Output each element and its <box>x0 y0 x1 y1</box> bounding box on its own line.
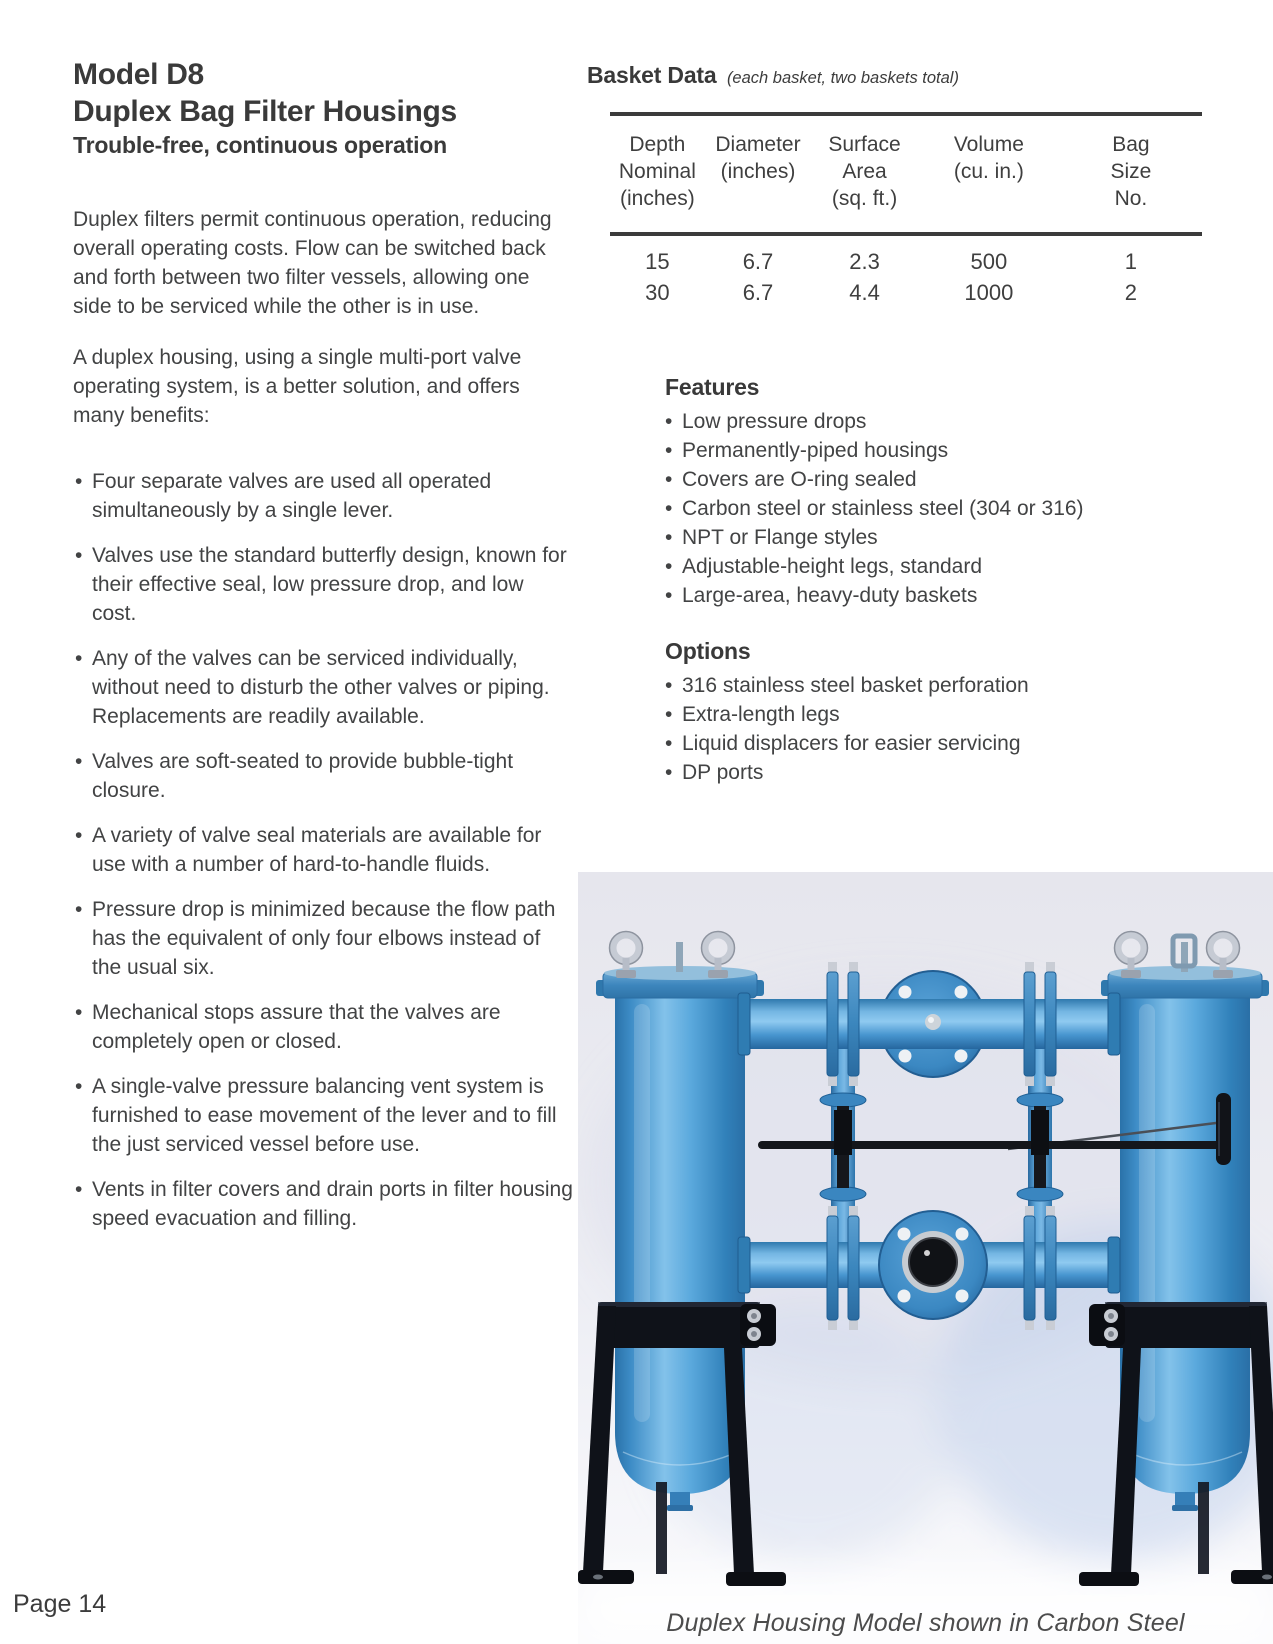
benefit-item: • Pressure drop is minimized because the flow path has the equivalent of only four elbows instead of the usual six. <box>73 895 573 982</box>
features-section <box>665 373 1225 610</box>
page-title <box>73 56 573 130</box>
benefit-item: • Valves use the standard butterfly design, known for their effective seal, low pressure drop, and low cost. <box>73 541 573 628</box>
benefit-item: • A single-valve pressure balancing vent system is furnished to ease movement of the lever and to fill the just serviced vessel before use. <box>73 1072 573 1159</box>
benefit-item: • Mechanical stops assure that the valves are completely open or closed. <box>73 998 573 1056</box>
basket-table-header-row <box>610 116 1202 236</box>
basket-data-title <box>587 62 959 89</box>
feature-item: • Covers are O-ring sealed <box>665 465 1225 494</box>
table-cell: 2 <box>1124 280 1138 305</box>
page-number: Page 14 <box>13 1590 107 1618</box>
intro-paragraph-1: Duplex filters permit continuous operation, reducing overall operating costs. Flow can be switched back and forth between two filter vessels, allowing one side to be serviced while the other is in use. <box>73 208 552 318</box>
column-header-depth: Depth Nominal (inches) <box>618 133 696 210</box>
table-cell: 6.7 <box>742 249 774 274</box>
table-cell: 500 <box>970 249 1008 274</box>
basket-data-heading: Basket Data <box>587 62 717 88</box>
intro-paragraph-2: A duplex housing, using a single multi-port valve operating system, is a better solution, and offers many benefits: <box>73 346 522 427</box>
duplex-housing-illustration <box>578 872 1273 1644</box>
page-subtitle: Trouble-free, continuous operation <box>73 132 447 158</box>
basket-data-table <box>610 112 1202 308</box>
product-photo <box>578 872 1273 1644</box>
table-cell: 6.7 <box>742 280 774 305</box>
option-item: • 316 stainless steel basket perforation <box>665 671 1225 700</box>
benefit-item: • Four separate valves are used all operated simultaneously by a single lever. <box>73 467 573 525</box>
benefits-list <box>73 467 573 1233</box>
feature-item: • NPT or Flange styles <box>665 523 1225 552</box>
feature-item: • Permanently-piped housings <box>665 436 1225 465</box>
option-item: • Extra-length legs <box>665 700 1225 729</box>
table-cell: 2.3 <box>849 249 880 274</box>
feature-item: • Adjustable-height legs, standard <box>665 552 1225 581</box>
features-list <box>665 407 1225 610</box>
table-cell: 4.4 <box>849 280 880 305</box>
column-header-surface-area: Surface Area (sq. ft.) <box>828 133 901 210</box>
column-header-diameter: Diameter (inches) <box>715 133 801 183</box>
options-list <box>665 671 1225 787</box>
left-column <box>73 56 573 1249</box>
feature-item: • Large-area, heavy-duty baskets <box>665 581 1225 610</box>
outlet-port-flange <box>879 1211 987 1319</box>
feature-item: • Low pressure drops <box>665 407 1225 436</box>
basket-table-body <box>610 236 1202 308</box>
top-manifold-pipe <box>738 993 1120 1055</box>
table-cell: 1000 <box>964 280 1014 305</box>
options-heading: Options <box>665 638 751 664</box>
column-header-volume: Volume (cu. in.) <box>953 133 1024 183</box>
table-cell: 1 <box>1124 249 1138 274</box>
feature-item: • Carbon steel or stainless steel (304 or 316) <box>665 494 1225 523</box>
benefit-item: • Vents in filter covers and drain ports in filter housing speed evacuation and filling. <box>73 1175 573 1233</box>
options-section <box>665 637 1225 787</box>
table-cell: 30 <box>645 280 670 305</box>
page-title-line1: Model D8 <box>73 58 204 91</box>
option-item: • DP ports <box>665 758 1225 787</box>
column-header-bag-size: Bag Size No. <box>1110 133 1152 210</box>
table-cell: 15 <box>645 249 670 274</box>
benefit-item: • A variety of valve seal materials are available for use with a number of hard-to-handle fluids. <box>73 821 573 879</box>
basket-data-note: (each basket, two baskets total) <box>726 69 959 87</box>
option-item: • Liquid displacers for easier servicing <box>665 729 1225 758</box>
benefit-item: • Valves are soft-seated to provide bubble-tight closure. <box>73 747 573 805</box>
photo-caption: Duplex Housing Model shown in Carbon Steel <box>666 1609 1185 1637</box>
benefit-item: • Any of the valves can be serviced individually, without need to disturb the other valves or piping. Replacements are readily available. <box>73 644 573 731</box>
features-heading: Features <box>665 374 760 400</box>
page-title-line2: Duplex Bag Filter Housings <box>73 95 457 128</box>
